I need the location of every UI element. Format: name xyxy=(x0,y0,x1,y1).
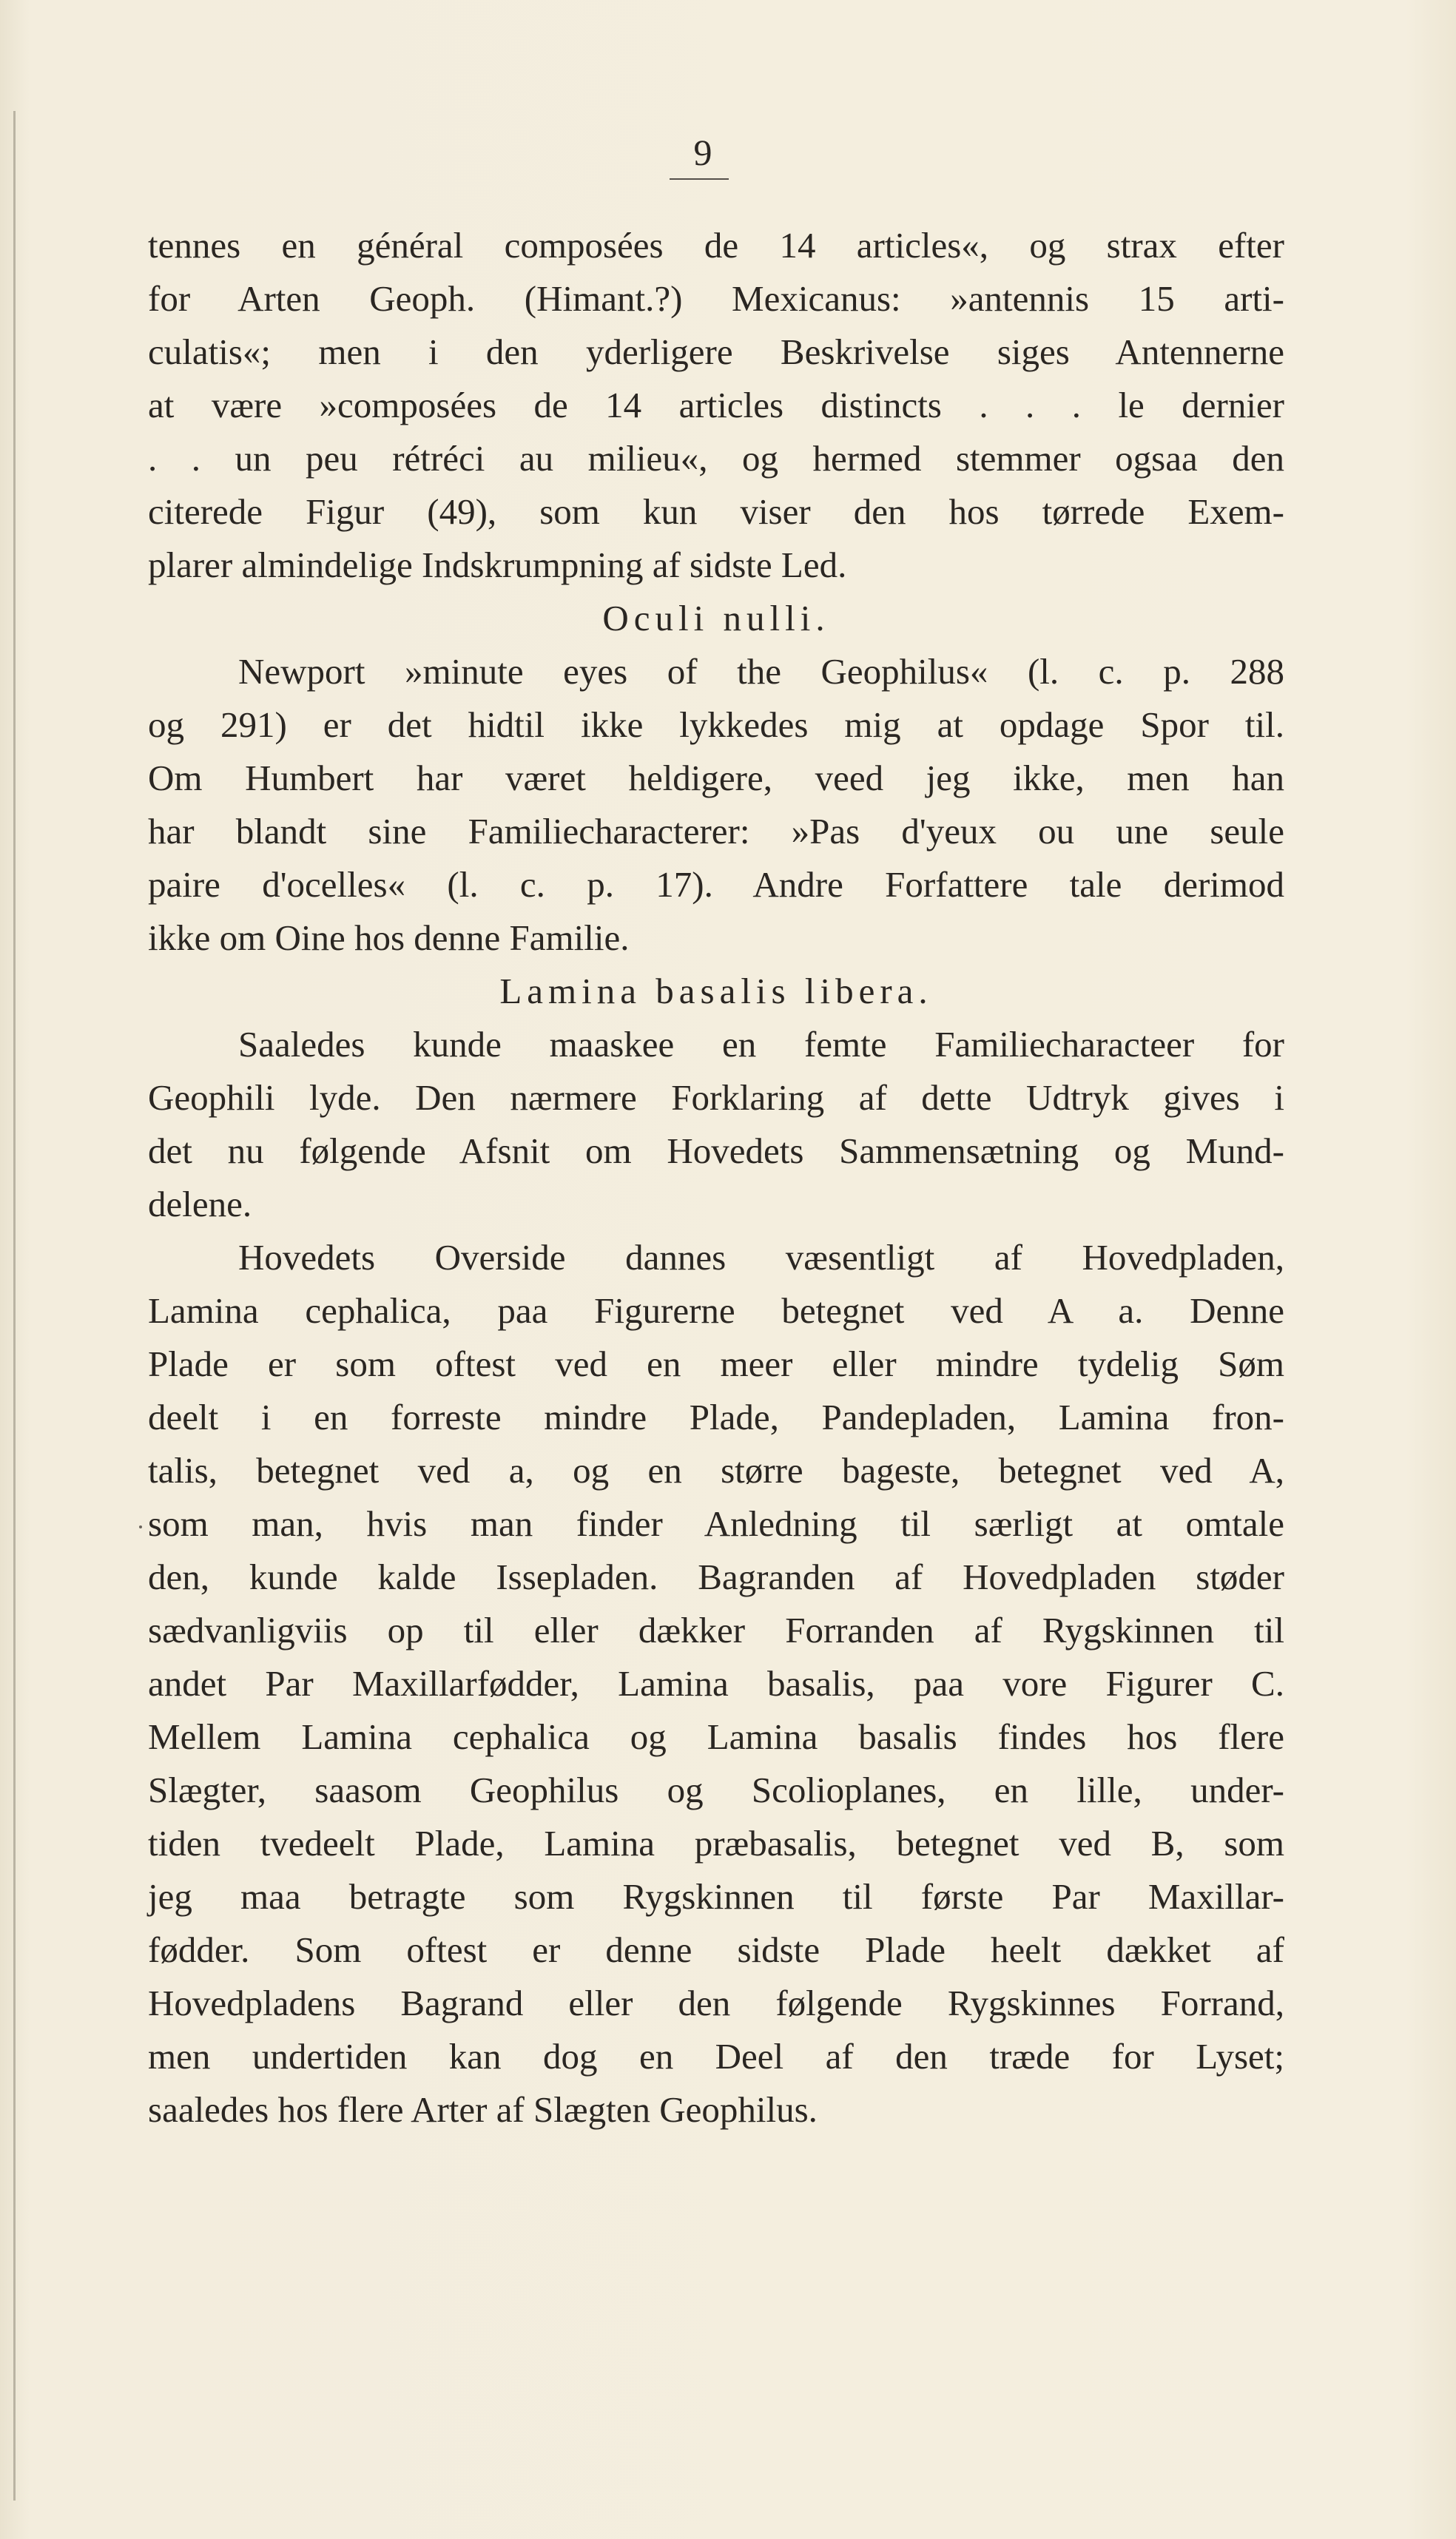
text-line: andet Par Maxillarfødder, Lamina basalis, paa vore Figurer C. xyxy=(148,1663,1284,1704)
text-line: saaledes hos flere Arter af Slægten Geophilus. xyxy=(148,2089,818,2130)
text-line: Saaledes kunde maaskee en femte Familiecharacteer for xyxy=(238,1024,1284,1065)
margin-mark xyxy=(139,1525,142,1528)
text-line: ikke om Oine hos denne Familie. xyxy=(148,917,630,958)
section-heading: Oculi nulli. xyxy=(602,598,830,638)
text-line: paire d'ocelles« (l. c. p. 17). Andre Forfattere tale derimod xyxy=(148,864,1284,905)
text-line: talis, betegnet ved a, og en større bageste, betegnet ved A, xyxy=(148,1450,1284,1491)
text-line: tiden tvedeelt Plade, Lamina præbasalis, betegnet ved B, som xyxy=(148,1823,1284,1864)
text-line: Mellem Lamina cephalica og Lamina basalis findes hos flere xyxy=(148,1716,1284,1757)
text-line: Hovedpladens Bagrand eller den følgende Rygskinnes Forrand, xyxy=(148,1983,1284,2023)
text-line: plarer almindelige Indskrumpning af sidste Led. xyxy=(148,544,847,585)
text-line: sædvanligviis op til eller dækker Forranden af Rygskinnen til xyxy=(148,1610,1284,1650)
text-line: Hovedets Overside dannes væsentligt af Hovedpladen, xyxy=(238,1237,1284,1278)
text-line: at være »composées de 14 articles distincts . . . le dernier xyxy=(148,385,1284,425)
text-line: delene. xyxy=(148,1184,252,1224)
text-line: som man, hvis man finder Anledning til særligt at omtale xyxy=(148,1503,1284,1544)
text-line: citerede Figur (49), som kun viser den hos tørrede Exem- xyxy=(148,491,1284,532)
text-line: har blandt sine Familiecharacterer: »Pas d'yeux ou une seule xyxy=(148,811,1284,852)
text-line: Geophili lyde. Den nærmere Forklaring af dette Udtryk gives i xyxy=(148,1077,1284,1118)
body-text xyxy=(148,219,1284,2137)
text-line: culatis«; men i den yderligere Beskrivelse siges Antennerne xyxy=(148,331,1284,372)
text-line: Newport »minute eyes of the Geophilus« (l. c. p. 288 xyxy=(238,651,1284,692)
text-line: jeg maa betragte som Rygskinnen til første Par Maxillar- xyxy=(148,1876,1284,1917)
text-line: Lamina cephalica, paa Figurerne betegnet ved A a. Denne xyxy=(148,1290,1284,1331)
text-line: Plade er som oftest ved en meer eller mindre tydelig Søm xyxy=(148,1343,1284,1384)
text-line: . . un peu rétréci au milieu«, og hermed stemmer ogsaa den xyxy=(148,438,1284,479)
text-line: men undertiden kan dog en Deel af den træde for Lyset; xyxy=(148,2036,1284,2077)
text-line: fødder. Som oftest er denne sidste Plade heelt dækket af xyxy=(148,1929,1284,1970)
text-line: og 291) er det hidtil ikke lykkedes mig at opdage Spor til. xyxy=(148,704,1284,745)
text-line: Slægter, saasom Geophilus og Scolioplanes, en lille, under- xyxy=(148,1770,1284,1810)
text-line: tennes en général composées de 14 articles«, og strax efter xyxy=(148,225,1284,266)
text-line: for Arten Geoph. (Himant.?) Mexicanus: »antennis 15 arti- xyxy=(148,278,1284,319)
page-number: 9 xyxy=(693,132,712,173)
section-heading: Lamina basalis libera. xyxy=(499,971,933,1011)
page-number-rule xyxy=(670,178,729,180)
text-line: deelt i en forreste mindre Plade, Pandepladen, Lamina fron- xyxy=(148,1397,1284,1437)
text-line: det nu følgende Afsnit om Hovedets Sammensætning og Mund- xyxy=(148,1130,1284,1171)
text-line: den, kunde kalde Issepladen. Bagranden af Hovedpladen støder xyxy=(148,1557,1284,1597)
text-line: Om Humbert har været heldigere, veed jeg ikke, men han xyxy=(148,758,1284,798)
binding-edge xyxy=(13,111,16,2501)
